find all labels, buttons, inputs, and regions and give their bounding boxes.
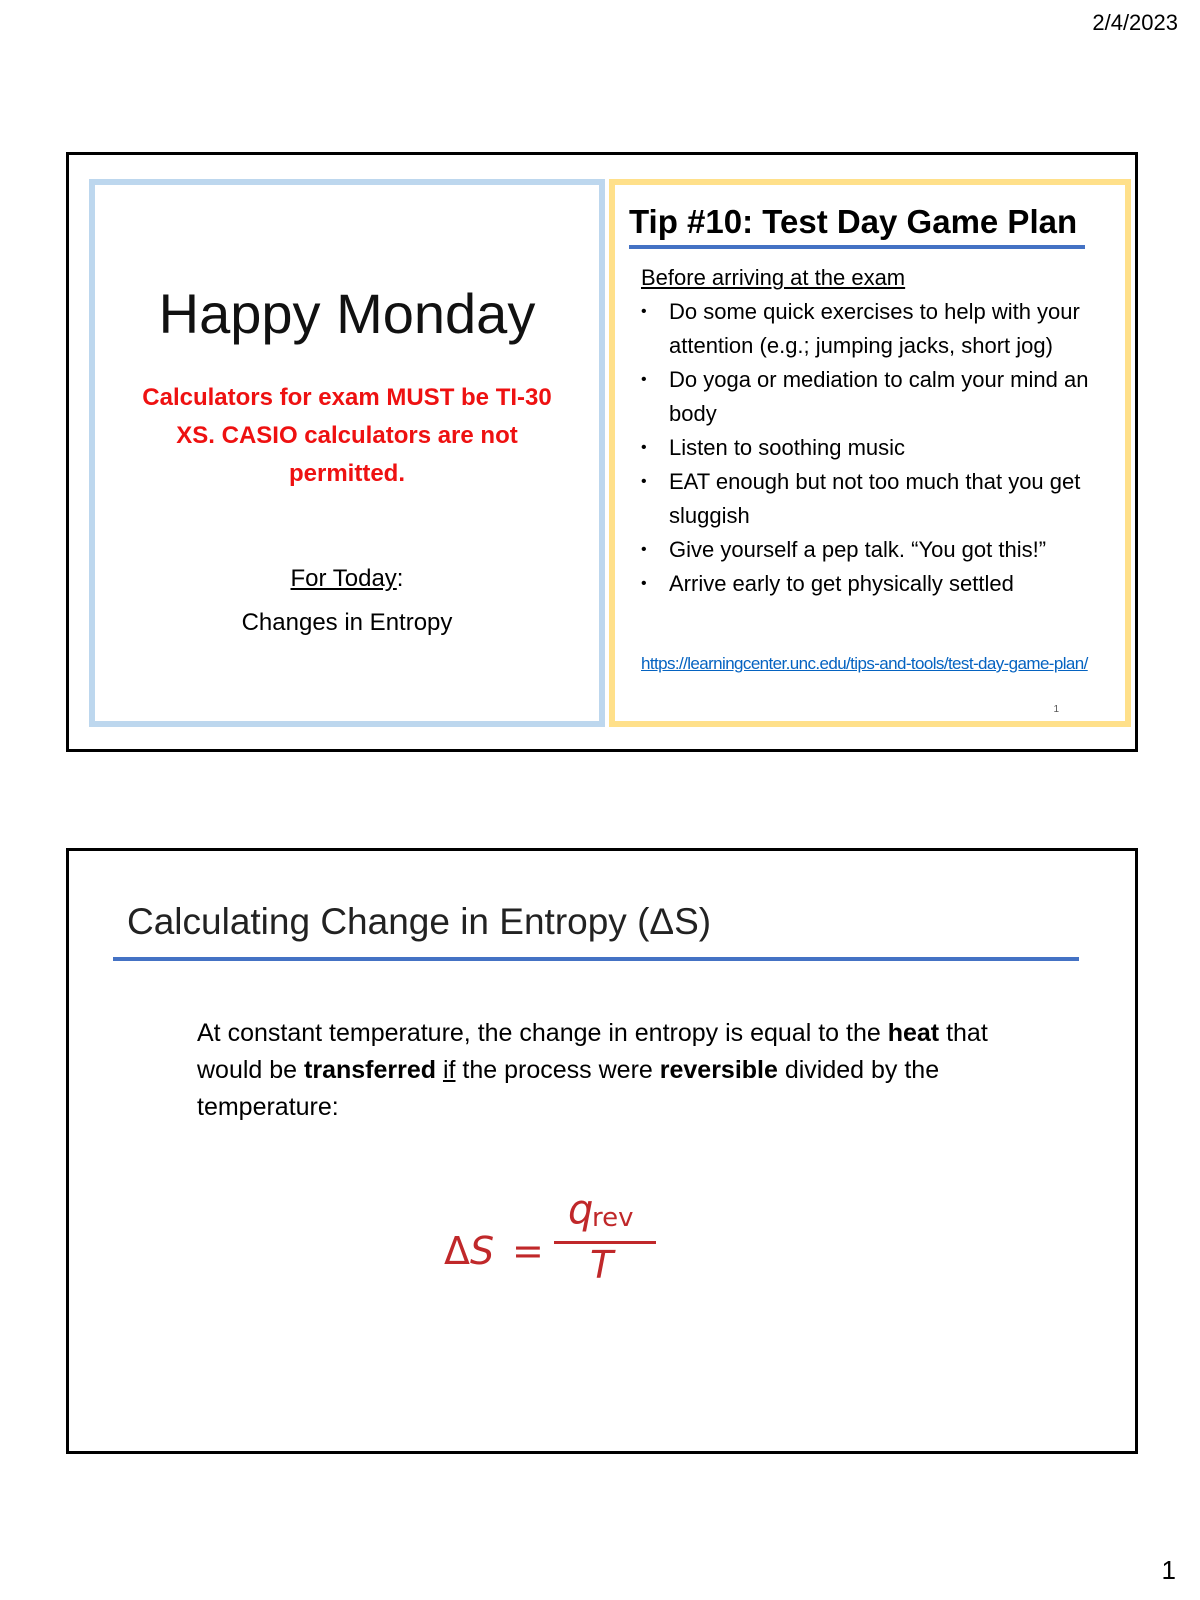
slide-title: Calculating Change in Entropy (ΔS) — [127, 901, 712, 942]
today-colon: : — [396, 565, 404, 592]
equation-numerator: q — [568, 1187, 594, 1233]
today-label-text: For Today — [290, 565, 397, 592]
tip-text: Do yoga or mediation to calm your mind an body — [669, 367, 1089, 426]
equation-lhs — [444, 1229, 494, 1273]
tip-text: Arrive early to get physically settled — [669, 571, 1014, 596]
tip-text: Listen to soothing music — [669, 435, 906, 460]
resource-link[interactable]: https://learningcenter.unc.edu/tips-and-tools/test-day-game-plan/ — [641, 654, 1088, 673]
tips-list — [641, 295, 1121, 601]
bullet-icon: • — [641, 473, 647, 490]
equals-sign: = — [512, 1229, 544, 1273]
body-text: divided by the temperature: — [197, 1056, 940, 1121]
tip-text: EAT enough but not too much that you get sluggish — [669, 469, 1081, 528]
body-text: that would be — [197, 1019, 988, 1084]
page-number: 1 — [1161, 1555, 1176, 1585]
body-underline: if — [442, 1056, 456, 1084]
body-text: At constant temperature, the change in entropy is equal to the — [197, 1019, 888, 1047]
page-date: 2/4/2023 — [1092, 10, 1178, 35]
tip-text: Do some quick exercises to help with your attention (e.g.; jumping jacks, short jog) — [669, 299, 1080, 358]
tip-text: Give yourself a pep talk. “You got this!” — [669, 537, 1047, 562]
list-item — [641, 465, 1121, 533]
bullet-icon: • — [641, 303, 647, 320]
slide-number: 1 — [1053, 704, 1059, 715]
list-item — [641, 567, 1121, 601]
list-item — [641, 431, 1121, 465]
list-item — [641, 295, 1121, 363]
slide-2 — [66, 848, 1138, 1454]
tip-panel — [609, 179, 1131, 727]
bullet-icon: • — [641, 371, 647, 388]
list-item — [641, 363, 1121, 431]
today-topic: Changes in Entropy — [241, 609, 453, 636]
bullet-icon: • — [641, 575, 647, 592]
section-label: Before arriving at the exam — [641, 265, 906, 290]
welcome-panel — [89, 179, 605, 727]
title-underline — [629, 245, 1085, 249]
body-bold: transferred — [304, 1056, 437, 1084]
body-text — [436, 1056, 443, 1084]
today-label — [95, 565, 599, 593]
bullet-icon: • — [641, 439, 647, 456]
bullet-icon: • — [641, 541, 647, 558]
equation-denominator: T — [590, 1243, 614, 1287]
definition-text — [197, 1015, 1017, 1126]
entropy-symbol: S — [470, 1229, 495, 1273]
tip-title: Tip #10: Test Day Game Plan — [629, 203, 1078, 240]
slide-title: Happy Monday — [158, 282, 536, 345]
title-underline — [113, 957, 1079, 961]
list-item — [641, 533, 1121, 567]
body-bold: reversible — [659, 1056, 778, 1084]
slide-1 — [66, 152, 1138, 752]
body-bold: heat — [887, 1019, 940, 1047]
numerator-subscript: rev — [592, 1203, 634, 1233]
delta-symbol: Δ — [444, 1229, 470, 1273]
calculator-notice: Calculators for exam MUST be TI-30 XS. CASIO calculators are not permitted. — [142, 384, 552, 487]
entropy-equation — [444, 1187, 684, 1301]
body-text: the process were — [455, 1056, 660, 1084]
